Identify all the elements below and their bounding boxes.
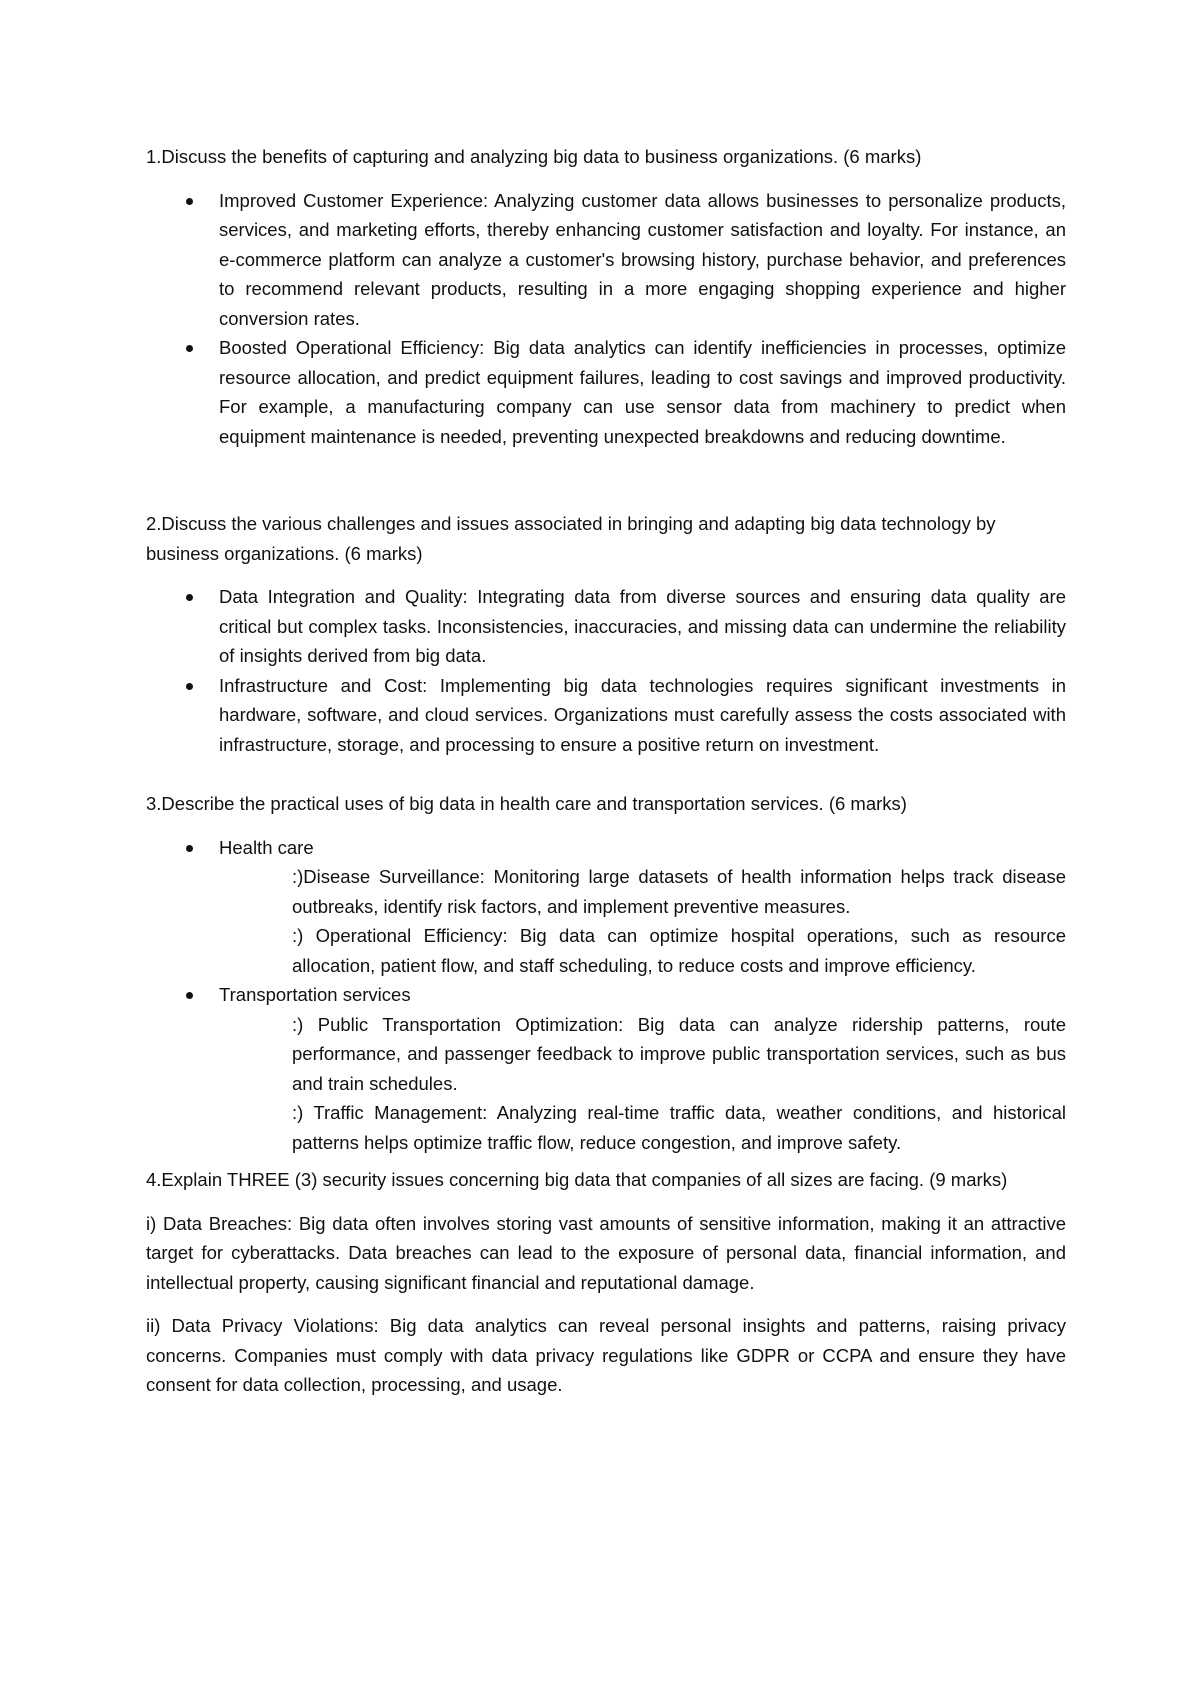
document-content (146, 142, 1066, 1414)
bullet-icon (186, 992, 193, 999)
health-care-item-1: :)Disease Surveillance: Monitoring large datasets of health information helps track disease outbreaks, identify risk factors, and implement preventive measures. (292, 866, 1066, 917)
bullet-icon (186, 845, 193, 852)
question-1-bullet-list (146, 186, 1066, 452)
bullet-icon (186, 198, 193, 205)
group-heading: Transportation services (219, 984, 411, 1005)
question-3-group-transportation (146, 980, 1066, 1157)
question-4-title: 4.Explain THREE (3) security issues concerning big data that companies of all sizes are facing. (9 marks) (146, 1169, 1008, 1190)
question-1-bullet-1 (146, 186, 1066, 334)
transportation-item-1: :) Public Transportation Optimization: Big data can analyze ridership patterns, route performance, and passenger feedback to improve public transportation services, such as bus and train schedules. (292, 1013, 1066, 1094)
question-1-bullet-2 (146, 333, 1066, 451)
section-spacer (146, 1157, 1066, 1165)
question-2-bullet-2 (146, 671, 1066, 760)
question-3-bullet-list (146, 833, 1066, 1158)
section-spacer (146, 451, 1066, 509)
question-1-title: 1.Discuss the benefits of capturing and analyzing big data to business organizations. (6 marks) (146, 146, 922, 167)
bullet-text: Data Integration and Quality: Integrating data from diverse sources and ensuring data quality are critical but complex tasks. Inconsistencies, inaccuracies, and missing data can undermine the reliability of insights derived from big data. (219, 586, 1066, 666)
question-2-bullet-list (146, 582, 1066, 759)
question-4-paragraph-1: i) Data Breaches: Big data often involves storing vast amounts of sensitive information, making it an attractive target for cyberattacks. Data breaches can lead to the exposure of personal data, financial information, and intellectual property, causing significant financial and reputational damage. (146, 1212, 1066, 1293)
question-2-title: 2.Discuss the various challenges and issues associated in bringing and adapting big data technology by business organizations. (6 marks) (146, 513, 996, 564)
question-3-group-health-care (146, 833, 1066, 981)
bullet-icon (186, 683, 193, 690)
bullet-icon (186, 594, 193, 601)
bullet-text: Boosted Operational Efficiency: Big data analytics can identify inefficiencies in processes, optimize resource allocation, and predict equipment failures, leading to cost savings and improved productivity. For example, a manufacturing company can use sensor data from machinery to predict when equipment maintenance is needed, preventing unexpected breakdowns and reducing downtime. (219, 337, 1066, 447)
group-heading: Health care (219, 836, 314, 858)
question-4-paragraph-2: ii) Data Privacy Violations: Big data analytics can reveal personal insights and patterns, raising privacy concerns. Companies must comply with data privacy regulations like GDPR or CCPA and ensure they have consent for data collection, processing, and usage. (146, 1315, 1066, 1395)
health-care-item-2: :) Operational Efficiency: Big data can optimize hospital operations, such as resource allocation, patient flow, and staff scheduling, to reduce costs and improve efficiency. (292, 925, 1066, 976)
bullet-icon (186, 345, 193, 352)
section-spacer (146, 759, 1066, 789)
question-3-title: 3.Describe the practical uses of big data in health care and transportation services. (6 marks) (146, 793, 907, 814)
question-2-bullet-1 (146, 582, 1066, 671)
bullet-text: Improved Customer Experience: Analyzing customer data allows businesses to personalize products, services, and marketing efforts, thereby enhancing customer satisfaction and loyalty. For instance, an e-commerce platform can analyze a customer's browsing history, purchase behavior, and preferences to recommend relevant products, resulting in a more engaging shopping experience and higher conversion rates. (219, 189, 1066, 329)
transportation-item-2: :) Traffic Management: Analyzing real-time traffic data, weather conditions, and historical patterns helps optimize traffic flow, reduce congestion, and improve safety. (292, 1102, 1066, 1153)
bullet-text: Infrastructure and Cost: Implementing big data technologies requires significant investments in hardware, software, and cloud services. Organizations must carefully assess the costs associated with infrastructure, storage, and processing to ensure a positive return on investment. (219, 674, 1066, 755)
